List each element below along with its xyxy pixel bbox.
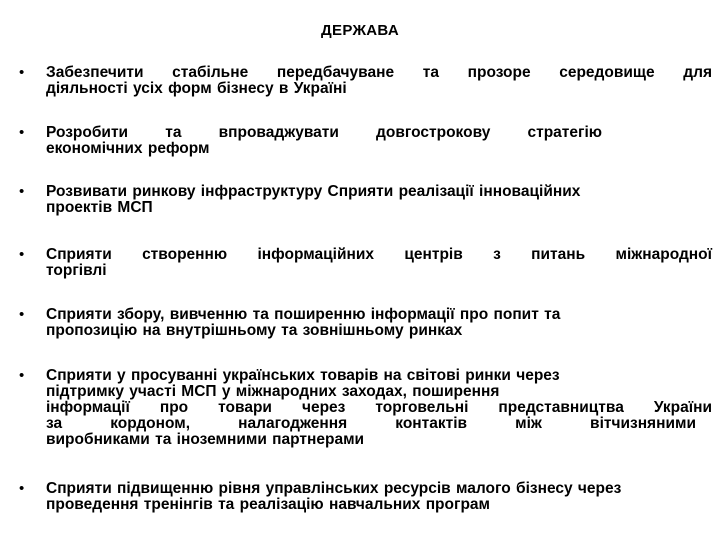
list-item-line: проведення тренінгів та реалізацію навчальних програм [46,496,491,513]
list-item-line: Сприяти підвищенню рівня управлінських ресурсів малого бізнесу через [46,480,622,497]
list-item-line: інформації про товари через торговельні представництва України [46,399,712,416]
bullet-icon: • [19,124,25,141]
list-item-line: за кордоном, налагодження контактів між вітчизняними [46,415,696,432]
list-item-line: виробниками та іноземними партнерами [46,431,365,448]
bullet-icon: • [19,246,25,263]
list-item-text [46,481,712,513]
list-item-line: пропозицію на внутрішньому та зовнішньому ринках [46,322,463,339]
bullet-icon: • [19,183,25,200]
list-item-text [46,184,712,216]
list-item-line: підтримку участі МСП у міжнародних заходах, поширення [46,383,500,400]
list-item-text [46,125,712,157]
list-item-text [46,307,712,339]
list-item-text [46,247,712,279]
bullet-icon: • [19,480,25,497]
bullet-icon: • [19,64,25,81]
list-item-line: торгівлі [46,262,107,279]
list-item-line: Сприяти створенню інформаційних центрів з питань міжнародної [46,246,712,263]
list-item-line: Сприяти збору, вивченню та поширенню інформації про попит та [46,306,561,323]
bullet-icon: • [19,367,25,384]
list-item-line: Забезпечити стабільне передбачуване та прозоре середовище для [46,64,712,81]
bullet-icon: • [19,306,25,323]
list-item-line: проектів МСП [46,199,153,216]
list-item-line: Сприяти у просуванні українських товарів на світові ринки через [46,367,560,384]
list-item-line: економічних реформ [46,140,210,157]
list-item-line: діяльності усіх форм бізнесу в Україні [46,80,347,97]
list-item-text [46,368,712,448]
list-item-text [46,65,712,97]
list-item-line: Розробити та впроваджувати довгострокову стратегію [46,124,602,141]
list-item-line: Розвивати ринкову інфраструктуру Сприяти реалізації інноваційних [46,183,581,200]
page-title: ДЕРЖАВА [321,22,399,39]
